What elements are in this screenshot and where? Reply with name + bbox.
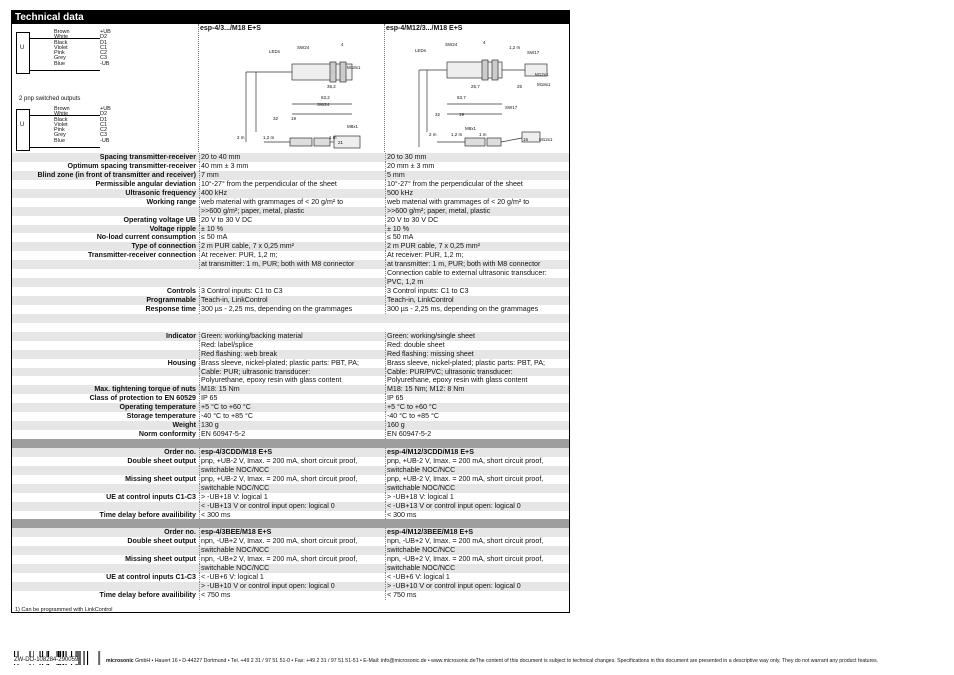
spec-value-left: > -UB+18 V: logical 1 [199,493,384,502]
spec-label: Operating voltage UB [123,215,196,224]
spec-row [12,564,569,573]
spec-value-left: 2 m PUR cable, 7 x 0,25 mm² [199,242,384,251]
spec-row [12,225,569,234]
spec-value-right: Red flashing: missing sheet [385,350,570,359]
spec-row [12,466,569,475]
spec-value-right: 160 g [385,421,570,430]
spec-value-right: esp-4/M12/3CDD/M18 E+S [385,448,570,457]
spec-value-right: PVC, 1,2 m [385,278,570,287]
spec-row [12,153,569,162]
spec-row [12,511,569,520]
dimension-label: SW24 [317,102,330,107]
dimension-label: SW24 [297,45,310,50]
spec-row [12,448,569,457]
spec-value-right: switchable NOC/NCC [385,564,570,573]
spec-value-right: >>600 g/m²; paper, metal, plastic [385,207,570,216]
dimension-label: M18x1 [347,65,361,70]
spec-value-right: ≤ 50 mA [385,233,570,242]
spec-value-right: 300 µs - 2,25 ms, depending on the grammages [385,305,570,314]
spec-value-left: +5 °C to +60 °C [199,403,384,412]
spec-value-right: 500 kHz [385,189,570,198]
spec-value-left: at transmitter: 1 m, PUR; both with M8 connector [199,260,384,269]
dimension-label: SW17 [527,50,540,55]
wire-color-list [54,107,70,144]
spec-value-left: 10°-27° from the perpendicular of the sheet [199,180,384,189]
dimension-label: SW24 [445,42,458,47]
spec-value-left: Cable: PUR; ultrasonic transducer: [199,368,384,377]
spec-row [12,341,569,350]
page-footer [106,658,878,664]
spec-label: Ultrasonic frequency [125,188,196,197]
spec-label: UE at control inputs C1-C3 [106,573,196,582]
spec-value-left: npn, -UB+2 V, Imax. = 200 mA, short circuit proof, [199,555,384,564]
spec-value-left: switchable NOC/NCC [199,484,384,493]
pnp-caption: 2 pnp switched outputs [19,96,81,102]
spec-value-right: Connection cable to external ultrasonic transducer: [385,269,570,278]
sensor-box: U [16,32,30,74]
column-divider [198,24,199,152]
spec-value-right: web material with grammages of < 20 g/m² to [385,198,570,207]
spec-value-left: web material with grammages of < 20 g/m² to [199,198,384,207]
spec-value-right: < 300 ms [385,511,570,520]
spec-row [12,207,569,216]
spec-row [12,573,569,582]
spec-value-right: < 750 ms [385,591,570,600]
spec-label: Permissible angular deviation [95,179,196,188]
spec-row [12,403,569,412]
spec-value-right: Red: double sheet [385,341,570,350]
dimension-label: 32 [273,116,279,121]
dimension-label: SW17 [505,105,518,110]
barcode-bar [100,651,101,665]
pin-label: -UB [100,60,110,67]
spec-value-right: 20 V to 30 V DC [385,216,570,225]
dimension-label: 4 [483,40,486,45]
barcode-label: ZW-DO-108284-290059 [14,657,79,663]
spec-label: Housing [167,358,196,367]
spec-value-left: < -UB+13 V or control input open: logical 0 [199,502,384,511]
spec-row [12,394,569,403]
spec-row [12,269,569,278]
dimension-drawing-left [234,42,374,160]
spec-value-right: switchable NOC/NCC [385,466,570,475]
spec-value-left: 3 Control inputs: C1 to C3 [199,287,384,296]
dimension-label: 1 m [479,132,487,137]
pin-label: C1 [100,44,108,51]
spec-row [12,233,569,242]
pin-label: +UB [100,106,111,112]
spec-value-left: >>600 g/m²; paper, metal, plastic [199,207,384,216]
pin-label: D2 [100,111,108,118]
wire-color-list [54,30,70,67]
dimension-label: M18x1 [537,82,551,87]
column-divider [384,24,385,152]
spec-value-left: ≤ 50 mA [199,233,384,242]
spec-label: Order no. [164,528,196,537]
spec-value-right: 10°-27° from the perpendicular of the sheet [385,180,570,189]
spec-value-right: < -UB+13 V or control input open: logical 0 [385,502,570,511]
spec-row [12,251,569,260]
spec-row [12,591,569,600]
spec-value-right: at transmitter: 1 m, PUR; both with M8 connector [385,260,570,269]
dimension-label: M12x1 [539,137,553,142]
pin-label: C1 [100,121,108,128]
wire-color: White [54,111,69,118]
wire-color: Pink [54,50,65,57]
spec-row [12,519,569,528]
spec-value-left: At receiver: PUR, 1,2 m; [199,251,384,260]
spec-value-right: esp-4/M12/3BEE/M18 E+S [385,528,570,537]
model-right-title: esp-4/M12/3.../M18 E+S [386,25,463,32]
wire-color: Violet [54,44,68,51]
dimension-label: 25 [517,84,523,89]
dimension-label: M8x1 [465,126,477,131]
spec-value-left: 40 mm ± 3 mm [199,162,384,171]
spec-label: Optimum spacing transmitter-receiver [67,161,196,170]
spec-value-right: Teach-in, LinkControl [385,296,570,305]
dimension-label: 1,2 m [263,135,275,140]
spec-row [12,537,569,546]
dimension-label: 63,7 [457,95,466,100]
pin-list [100,107,111,144]
spec-row [12,430,569,439]
spec-value-right: 20 to 30 mm [385,153,570,162]
dimension-label: M8x1 [347,124,359,129]
spec-label: Voltage ripple [149,224,196,233]
spec-value-left: < -UB+6 V: logical 1 [199,573,384,582]
model-left-title: esp-4/3.../M18 E+S [200,25,261,32]
wire-color: Black [54,39,68,46]
spec-value-left: 20 V to 30 V DC [199,216,384,225]
spec-value-right: EN 60947-5-2 [385,430,570,439]
spec-value-left: 400 kHz [199,189,384,198]
spec-value-right: +5 °C to +60 °C [385,403,570,412]
spec-value-left: < 750 ms [199,591,384,600]
wire-color: Grey [54,55,66,62]
spec-row [12,189,569,198]
spec-value-left: ± 10 % [199,225,384,234]
spec-value-left: IP 65 [199,394,384,403]
spec-row [12,528,569,537]
wire-color: Pink [54,127,65,134]
spec-label: Double sheet output [127,456,196,465]
spec-table [12,153,569,600]
dimension-label: 1,2 m [509,45,521,50]
spec-label: Programmable [146,296,196,304]
spec-row [12,198,569,207]
spec-value-right: Green: working/single sheet [385,332,570,341]
spec-value-left: 7 mm [199,171,384,180]
spec-row [12,546,569,555]
spec-row [12,368,569,377]
spec-value-left: Teach-in, LinkControl [199,296,384,305]
dimension-label: 32 [435,112,441,117]
spec-value-right: switchable NOC/NCC [385,484,570,493]
dimension-label: 35,2 [327,84,336,89]
spec-label: Storage temperature [126,412,196,421]
wire-color: Brown [54,106,70,112]
spec-value-left: esp-4/3CDD/M18 E+S [199,448,384,457]
spec-label: UE at control inputs C1-C3 [106,492,196,501]
spec-value-right: 20 mm ± 3 mm [385,162,570,171]
spec-row [12,502,569,511]
spec-value-right: > -UB+18 V: logical 1 [385,493,570,502]
dimension-label: 19 [291,116,297,121]
spec-label: Blind zone (in front of transmitter and receiver) [37,170,196,179]
spec-value-left: switchable NOC/NCC [199,546,384,555]
wire-color: Violet [54,121,68,128]
barcode-bar [79,651,80,665]
spec-row [12,323,569,332]
spec-value-right: > -UB+10 V or control input open: logical 0 [385,582,570,591]
spec-value-left: Red flashing: web break [199,350,384,359]
spec-row [12,582,569,591]
spec-label: Class of protection to EN 60529 [89,394,196,403]
spec-row [12,439,569,448]
spec-value-right: -40 °C to +85 °C [385,412,570,421]
pin-label: D2 [100,34,108,41]
spec-row [12,242,569,251]
spec-value-right: 2 m PUR cable, 7 x 0,25 mm² [385,242,570,251]
barcode-bar [80,651,81,665]
pin-label: C3 [100,55,108,62]
spec-row [12,350,569,359]
pin-list [100,30,111,67]
spec-row [12,171,569,180]
spec-label: Norm conformity [138,430,196,439]
spec-row [12,457,569,466]
pin-label: C3 [100,132,108,139]
spec-row [12,260,569,269]
spec-label: Type of connection [131,242,196,251]
spec-value-left: switchable NOC/NCC [199,564,384,573]
pin-label: D1 [100,116,108,123]
spec-label: Weight [172,421,196,430]
spec-row [12,296,569,305]
dimension-label: 2 m [429,132,437,137]
spec-value-right: pnp, +UB-2 V, Imax. = 200 mA, short circuit proof, [385,457,570,466]
wire-color: Brown [54,29,70,35]
spec-row [12,314,569,323]
spec-value-right: Brass sleeve, nickel-plated; plastic parts: PBT, PA; [385,359,570,368]
pin-label: D1 [100,39,108,46]
spec-row [12,555,569,564]
dimension-label: 19 [459,112,465,117]
dimension-label: 1 m [329,135,337,140]
spec-value-right: M18: 15 Nm; M12: 8 Nm [385,385,570,394]
technical-data-sheet [11,10,570,613]
spec-value-left: EN 60947-5-2 [199,430,384,439]
spec-value-left: esp-4/3BEE/M18 E+S [199,528,384,537]
spec-value-left: Polyurethane, epoxy resin with glass content [199,376,384,385]
dimension-label: 15 [523,137,529,142]
spec-row [12,421,569,430]
dimension-label: LEDs [269,49,281,54]
spec-value-left: npn, -UB+2 V, Imax. = 200 mA, short circuit proof, [199,537,384,546]
spec-value-left: 20 to 40 mm [199,153,384,162]
spec-value-left: < 300 ms [199,511,384,520]
wire-color: Blue [54,137,66,144]
spec-row [12,332,569,341]
spec-row [12,359,569,368]
spec-label: Indicator [166,331,196,340]
spec-row [12,305,569,314]
dimension-label: M12x1 [535,72,549,77]
spec-label: Time delay before availibility [99,590,196,599]
wire-color: White [54,34,69,41]
footnote: 1) Can be programmed with LinkControl [15,607,113,613]
wire-color: Grey [54,132,66,139]
spec-row [12,162,569,171]
spec-row [12,412,569,421]
spec-row [12,180,569,189]
company-name: microsonic [106,658,134,664]
spec-value-left: pnp, +UB-2 V, Imax. = 200 mA, short circuit proof, [199,475,384,484]
pin-label: C2 [100,127,108,134]
spec-value-right: Cable: PUR/PVC; ultrasonic transducer: [385,368,570,377]
dimension-label: 2 m [237,135,245,140]
spec-label: No-load current consumption [96,233,196,242]
spec-value-left: 300 µs - 2,25 ms, depending on the grammages [199,305,384,314]
drawings-area [12,24,569,152]
spec-row [12,385,569,394]
spec-label: Missing sheet output [125,474,196,483]
pin-label: -UB [100,137,110,144]
wire-color: Blue [54,60,66,67]
spec-value-left: switchable NOC/NCC [199,466,384,475]
spec-label: Max. tightening torque of nuts [94,385,196,394]
spec-value-left: Green: working/backing material [199,332,384,341]
spec-label: Missing sheet output [125,555,196,564]
spec-value-right: < -UB+6 V: logical 1 [385,573,570,582]
spec-row [12,475,569,484]
spec-label: Double sheet output [127,537,196,546]
spec-value-right: ± 10 % [385,225,570,234]
spec-value-right: IP 65 [385,394,570,403]
spec-label: Operating temperature [119,403,196,412]
spec-value-right: switchable NOC/NCC [385,546,570,555]
spec-value-right: 5 mm [385,171,570,180]
spec-value-left: Red: label/splice [199,341,384,350]
spec-value-right: 3 Control inputs: C1 to C3 [385,287,570,296]
footer-text: GmbH • Hauert 16 • D-44227 Dortmund • Tel. +49 2 31 / 97 51 51-0 • Fax: +49 2 31 / 97 51 51-51 • E-Mail: info@microsonic.de • www.microsonic.deThe content of this document is subject to technical changes. Specifications in this document are presented in a descriptive way only. They do not warrant any product features. [133,658,879,664]
spec-label: Transmitter-receiver connection [87,251,196,260]
pin-label: +UB [100,29,111,35]
spec-row [12,493,569,502]
section-title: Technical data [12,11,569,24]
spec-value-left: pnp, +UB-2 V, Imax. = 200 mA, short circuit proof, [199,457,384,466]
spec-value-left: Brass sleeve, nickel-plated; plastic parts: PBT, PA; [199,359,384,368]
spec-label: Order no. [164,447,196,456]
dimension-label: 21 [338,140,344,145]
spec-label: Controls [166,287,196,296]
spec-value-right: npn, -UB+2 V, Imax. = 200 mA, short circuit proof, [385,555,570,564]
wire-color: Black [54,116,68,123]
sensor-box: U [16,109,30,151]
dimension-label: 4 [341,42,344,47]
wiring-diagram-pnp [16,29,111,78]
dimension-label: 1,2 m [451,132,463,137]
spec-row [12,287,569,296]
spec-label: Spacing transmitter-receiver [99,153,196,161]
dimension-label: LEDs [415,48,427,53]
dimension-label: 63,2 [321,95,330,100]
spec-label: Working range [146,197,196,206]
spec-label: Response time [145,304,196,313]
spec-value-right: pnp, +UB-2 V, Imax. = 200 mA, short circuit proof, [385,475,570,484]
barcode-bar [87,651,88,665]
spec-row [12,484,569,493]
spec-value-left: 130 g [199,421,384,430]
wiring-diagram-npn [16,106,111,155]
spec-row [12,278,569,287]
spec-label: Time delay before availibility [99,510,196,519]
spec-row [12,216,569,225]
spec-value-left: > -UB+10 V or control input open: logical 0 [199,582,384,591]
spec-value-right: npn, -UB+2 V, Imax. = 200 mA, short circuit proof, [385,537,570,546]
spec-value-right: Polyurethane, epoxy resin with glass content [385,376,570,385]
spec-row [12,376,569,385]
pin-label: C2 [100,50,108,57]
spec-value-right: At receiver: PUR, 1,2 m; [385,251,570,260]
dimension-label: 25,7 [471,84,480,89]
dimension-drawing-right [407,42,562,160]
barcode-bar [84,651,85,665]
spec-value-left: -40 °C to +85 °C [199,412,384,421]
spec-value-left: M18: 15 Nm [199,385,384,394]
barcode-bar [99,651,100,665]
